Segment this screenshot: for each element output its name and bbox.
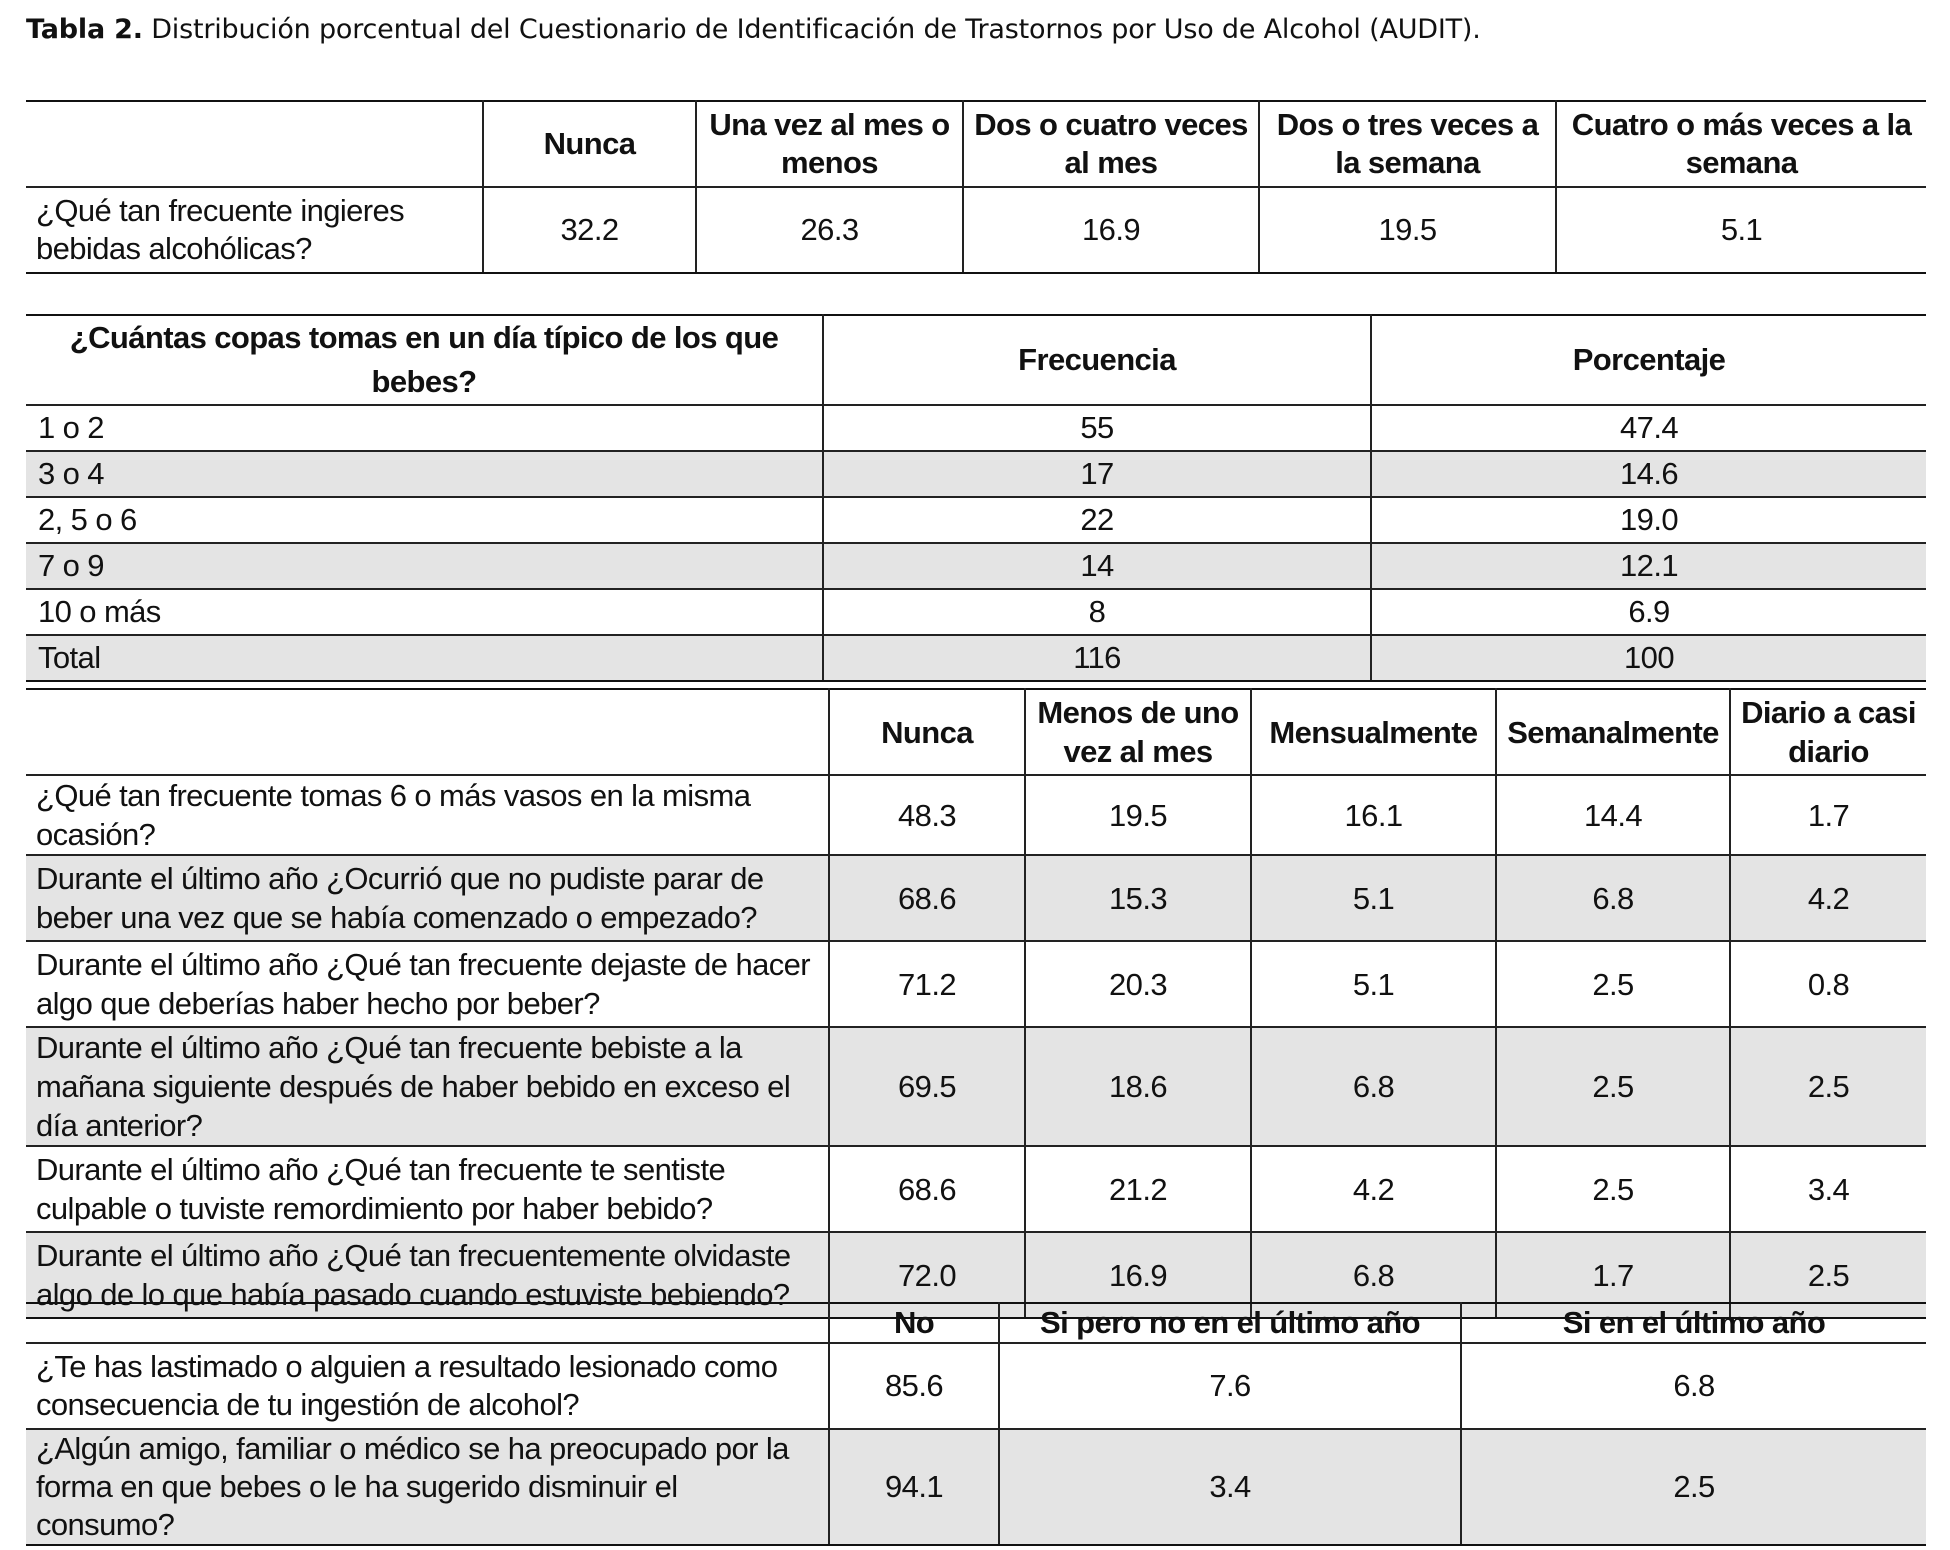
header-empty (26, 1303, 829, 1343)
harm-concern-table (26, 1302, 1926, 1546)
table-row (26, 405, 1926, 451)
cell-porcentaje: 12.1 (1371, 543, 1926, 589)
header-diario: Diario a casi diario (1730, 689, 1926, 775)
row-question: Durante el último año ¿Qué tan frecuentemente olvidaste algo de lo que había pasado cuando estuviste bebiendo? (26, 1232, 829, 1318)
caption-text: Distribución porcentual del Cuestionario de Identificación de Trastornos por Uso de Alcohol (AUDIT). (151, 14, 1481, 45)
header-frecuencia: Frecuencia (823, 315, 1371, 405)
header-si-ultimo: Si en el último año (1461, 1303, 1926, 1343)
caption-label: Tabla 2. (26, 14, 143, 45)
header-porcentaje: Porcentaje (1371, 315, 1926, 405)
cell-value: 2.5 (1461, 1429, 1926, 1545)
cell-value: 6.8 (1251, 1232, 1496, 1318)
cell-value: 18.6 (1025, 1027, 1251, 1146)
header-si-pero-no: Si pero no en el último año (999, 1303, 1461, 1343)
row-question: ¿Qué tan frecuente ingieres bebidas alcohólicas? (26, 187, 483, 273)
cell-frecuencia: 17 (823, 451, 1371, 497)
cell-value: 16.9 (963, 187, 1259, 273)
header-empty (26, 101, 483, 187)
cell-value: 3.4 (1730, 1146, 1926, 1232)
header-mensualmente: Mensualmente (1251, 689, 1496, 775)
cell-value: 15.3 (1025, 855, 1251, 941)
cell-value: 14.4 (1496, 775, 1730, 855)
cell-value: 68.6 (829, 1146, 1025, 1232)
cell-value: 0.8 (1730, 941, 1926, 1027)
table-row (26, 1027, 1926, 1146)
cell-porcentaje: 14.6 (1371, 451, 1926, 497)
table-row (26, 855, 1926, 941)
cell-value: 48.3 (829, 775, 1025, 855)
row-label: 10 o más (26, 589, 823, 635)
row-label: Total (26, 635, 823, 681)
cell-frecuencia: 14 (823, 543, 1371, 589)
drinks-per-day-table (26, 314, 1926, 682)
cell-value: 69.5 (829, 1027, 1025, 1146)
header-empty (26, 689, 829, 775)
last-year-behaviour-table (26, 688, 1926, 1319)
table-row (26, 1343, 1926, 1429)
cell-value: 19.5 (1259, 187, 1556, 273)
table-row (26, 941, 1926, 1027)
cell-porcentaje: 100 (1371, 635, 1926, 681)
row-question: Durante el último año ¿Qué tan frecuente bebiste a la mañana siguiente después de haber bebido en exceso el día anterior? (26, 1027, 829, 1146)
cell-value: 6.8 (1496, 855, 1730, 941)
cell-value: 5.1 (1556, 187, 1926, 273)
row-label: 2, 5 o 6 (26, 497, 823, 543)
table-caption (26, 14, 1481, 45)
header-no: No (829, 1303, 999, 1343)
cell-value: 2.5 (1730, 1232, 1926, 1318)
row-question: ¿Qué tan frecuente tomas 6 o más vasos en la misma ocasión? (26, 775, 829, 855)
table-row (26, 1146, 1926, 1232)
cell-value: 68.6 (829, 855, 1025, 941)
audit-frequency-table (26, 100, 1926, 274)
table-row (26, 497, 1926, 543)
cell-value: 21.2 (1025, 1146, 1251, 1232)
cell-value: 2.5 (1730, 1027, 1926, 1146)
header-cuatro-mas: Cuatro o más veces a la semana (1556, 101, 1926, 187)
cell-value: 20.3 (1025, 941, 1251, 1027)
cell-value: 4.2 (1730, 855, 1926, 941)
cell-value: 1.7 (1496, 1232, 1730, 1318)
cell-value: 4.2 (1251, 1146, 1496, 1232)
header-dos-tres: Dos o tres veces a la semana (1259, 101, 1556, 187)
row-question: Durante el último año ¿Ocurrió que no pudiste parar de beber una vez que se había comenzado o empezado? (26, 855, 829, 941)
cell-value: 16.1 (1251, 775, 1496, 855)
cell-value: 26.3 (696, 187, 963, 273)
cell-value: 94.1 (829, 1429, 999, 1545)
cell-value: 6.8 (1461, 1343, 1926, 1429)
header-copas: ¿Cuántas copas tomas en un día típico de los que bebes? (26, 315, 823, 405)
header-nunca: Nunca (829, 689, 1025, 775)
header-menos-de-uno: Menos de uno vez al mes (1025, 689, 1251, 775)
table-row (26, 451, 1926, 497)
table-row (26, 543, 1926, 589)
cell-value: 5.1 (1251, 941, 1496, 1027)
row-label: 1 o 2 (26, 405, 823, 451)
cell-value: 5.1 (1251, 855, 1496, 941)
cell-value: 6.8 (1251, 1027, 1496, 1146)
cell-value: 16.9 (1025, 1232, 1251, 1318)
cell-porcentaje: 47.4 (1371, 405, 1926, 451)
row-question: Durante el último año ¿Qué tan frecuente dejaste de hacer algo que deberías haber hecho por beber? (26, 941, 829, 1027)
table-row (26, 187, 1926, 273)
row-question: ¿Algún amigo, familiar o médico se ha preocupado por la forma en que bebes o le ha sugerido disminuir el consumo? (26, 1429, 829, 1545)
cell-value: 72.0 (829, 1232, 1025, 1318)
cell-frecuencia: 116 (823, 635, 1371, 681)
header-semanalmente: Semanalmente (1496, 689, 1730, 775)
header-nunca: Nunca (483, 101, 696, 187)
cell-value: 2.5 (1496, 941, 1730, 1027)
row-question: Durante el último año ¿Qué tan frecuente te sentiste culpable o tuviste remordimiento por haber bebido? (26, 1146, 829, 1232)
table-row (26, 775, 1926, 855)
cell-porcentaje: 6.9 (1371, 589, 1926, 635)
cell-porcentaje: 19.0 (1371, 497, 1926, 543)
row-question: ¿Te has lastimado o alguien a resultado lesionado como consecuencia de tu ingestión de alcohol? (26, 1343, 829, 1429)
header-dos-cuatro: Dos o cuatro veces al mes (963, 101, 1259, 187)
cell-value: 85.6 (829, 1343, 999, 1429)
cell-frecuencia: 8 (823, 589, 1371, 635)
cell-value: 32.2 (483, 187, 696, 273)
cell-value: 1.7 (1730, 775, 1926, 855)
table-row-total (26, 635, 1926, 681)
table-row (26, 1429, 1926, 1545)
cell-value: 19.5 (1025, 775, 1251, 855)
cell-frecuencia: 55 (823, 405, 1371, 451)
cell-value: 71.2 (829, 941, 1025, 1027)
cell-value: 7.6 (999, 1343, 1461, 1429)
cell-value: 3.4 (999, 1429, 1461, 1545)
cell-frecuencia: 22 (823, 497, 1371, 543)
row-label: 3 o 4 (26, 451, 823, 497)
header-una-vez: Una vez al mes o menos (696, 101, 963, 187)
row-label: 7 o 9 (26, 543, 823, 589)
table-row (26, 589, 1926, 635)
cell-value: 2.5 (1496, 1146, 1730, 1232)
cell-value: 2.5 (1496, 1027, 1730, 1146)
